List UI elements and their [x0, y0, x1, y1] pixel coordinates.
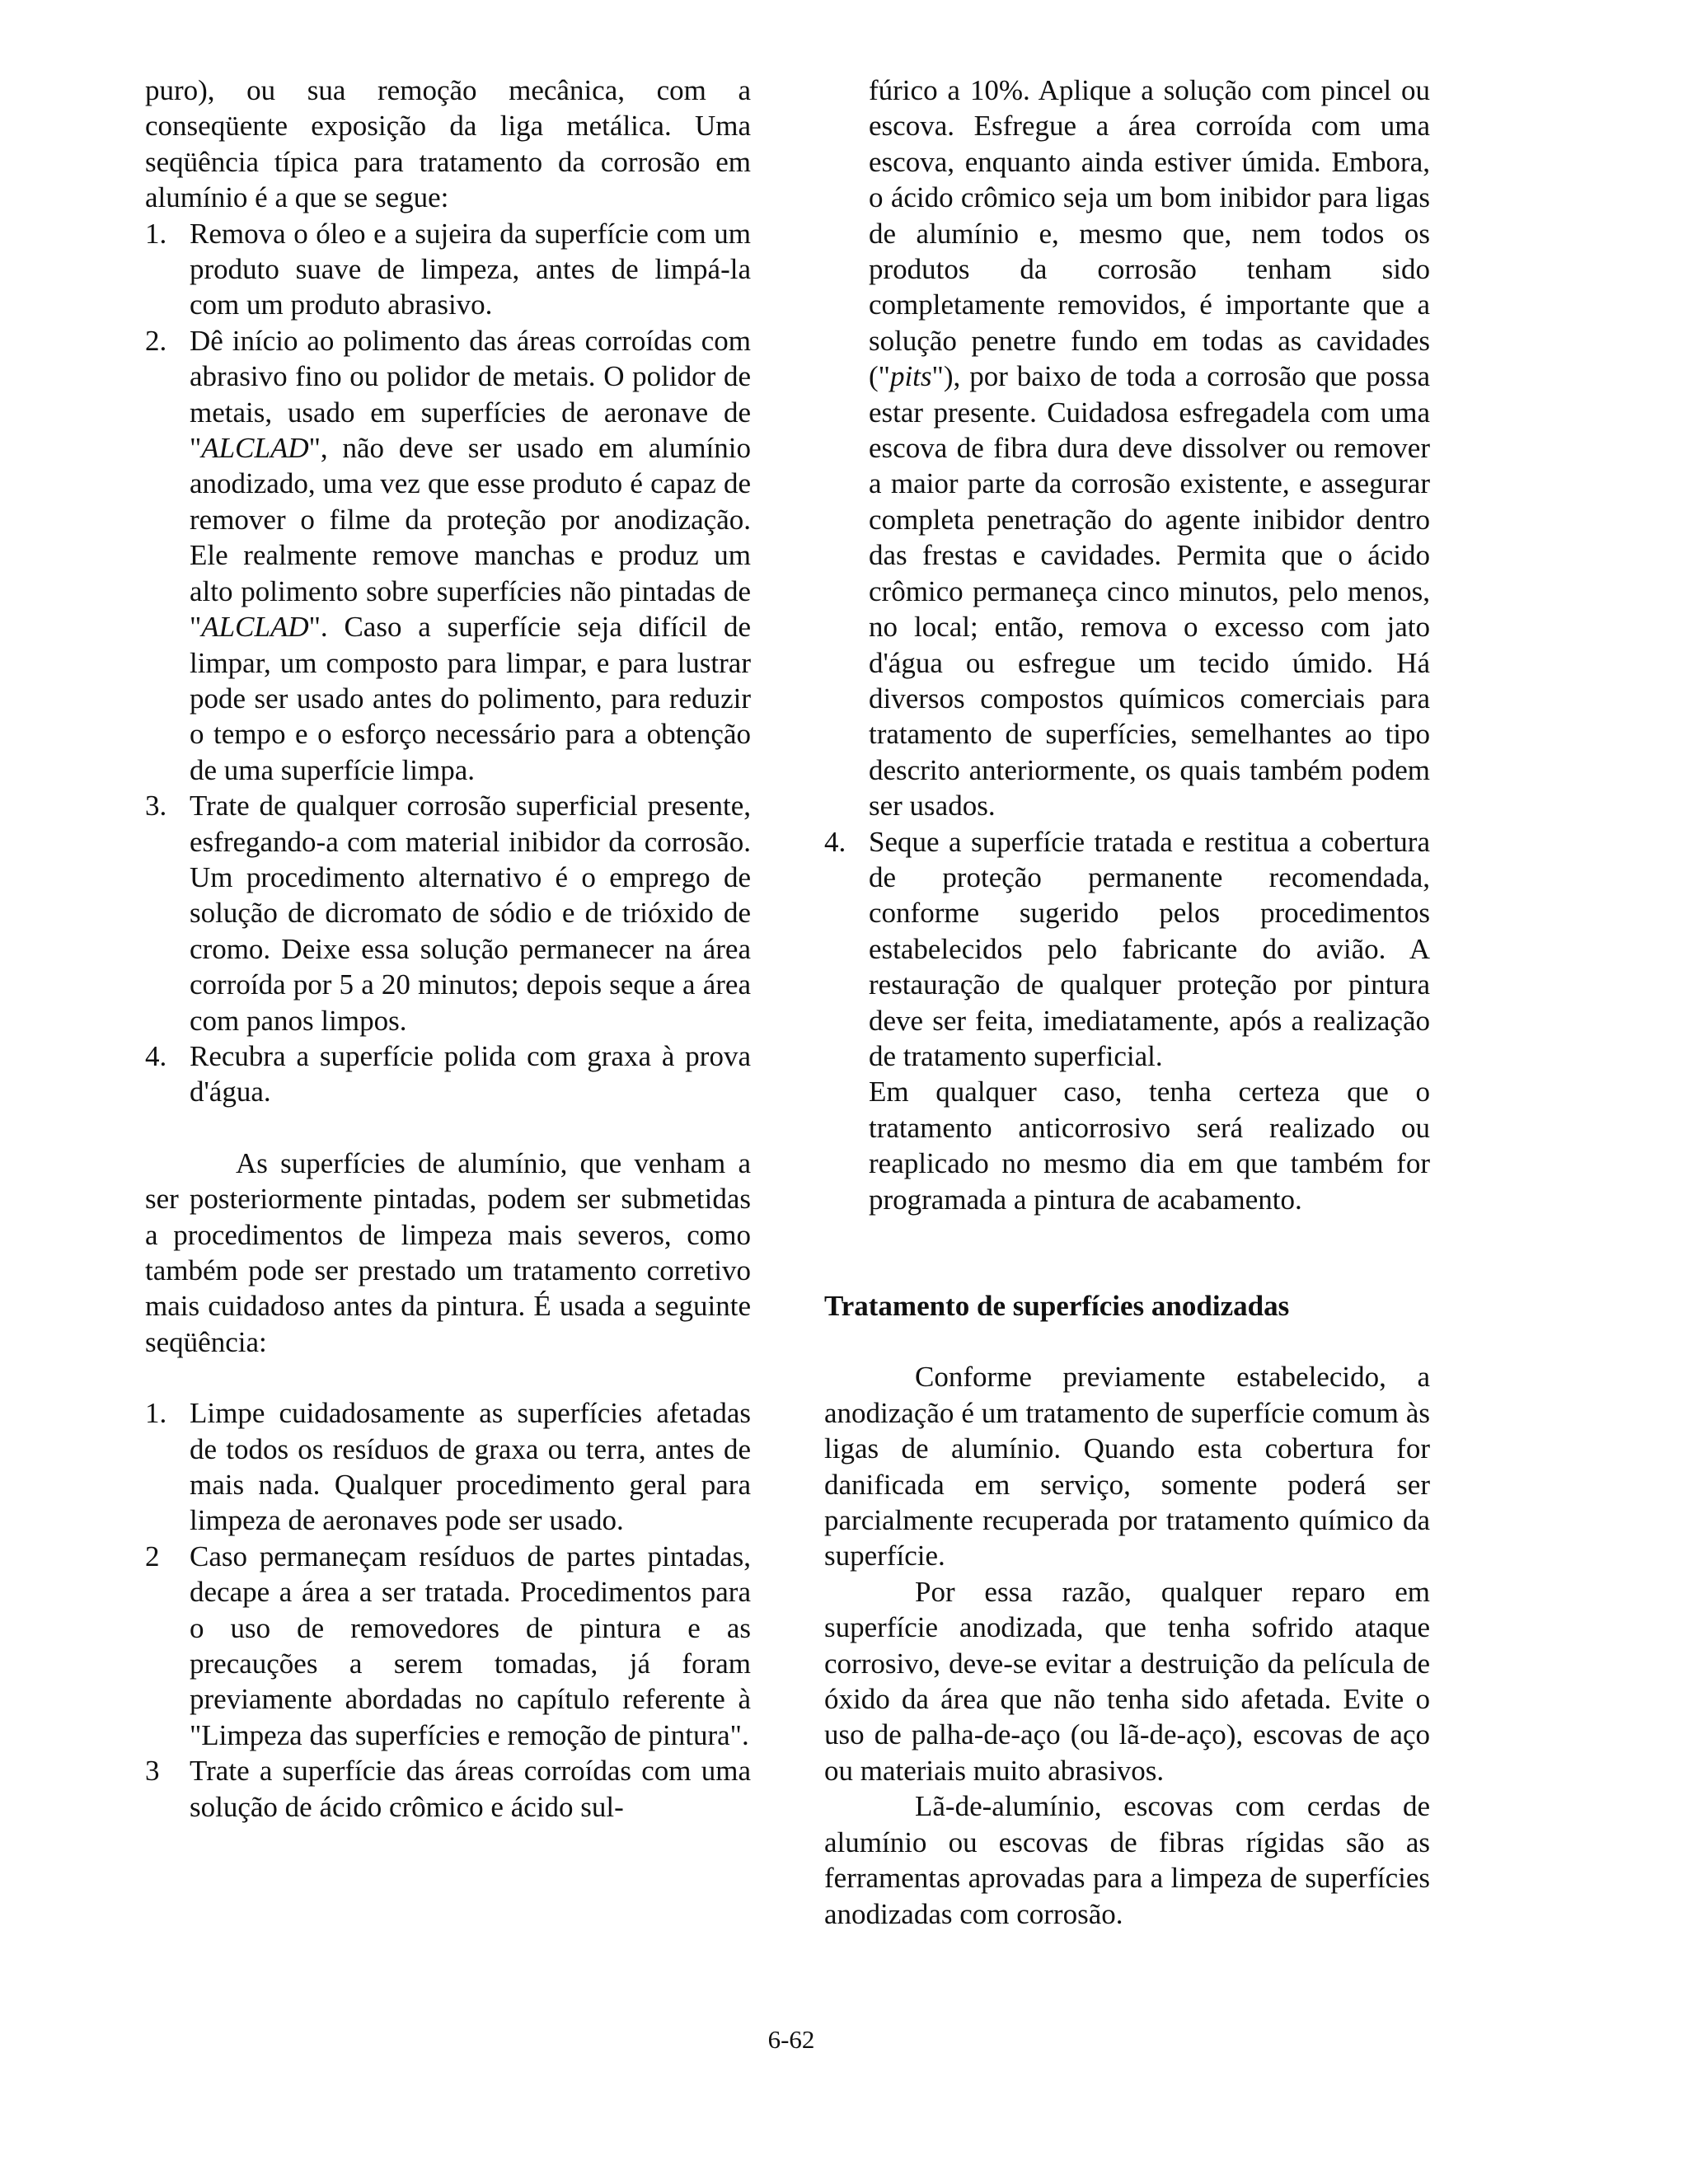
item-text: Caso permaneçam resíduos de partes pintadas, decape a área a ser tratada. Procedimentos para o uso de removedores de pintura e as precauções a serem tomadas, já foram previamente abordadas no capítulo referente à "Limpeza das superfícies e remoção de pintura".: [190, 1540, 751, 1751]
emphasis-term: ALCLAD: [201, 432, 309, 465]
item-number: 3: [145, 1755, 160, 1788]
body-paragraph: Por essa razão, qualquer reparo em superfície anodizada, que tenha sofrido ataque corrosivo, deve-se evitar a destruição da película de óxido da área que não tenha sido afetada. Evite o uso de palha-de-aço (ou lã-de-aço), escovas de aço ou materiais muito abrasivos.: [824, 1575, 1430, 1787]
item-text: Trate de qualquer corrosão superficial presente, esfregando-a com material inibidor da corrosão. Um procedimento alternativo é o emprego de solução de dicromato de sódio e de trióxido de cromo. Deixe essa solução permanecer na área corroída por 5 a 20 minutos; depois seque a área com panos limpos.: [190, 790, 751, 1037]
item-number: 1.: [145, 217, 167, 250]
continued-text: "), por baixo de toda a corrosão que possa estar presente. Cuidadosa esfregadela com uma escova de fibra dura deve dissolver ou remover a maior parte da corrosão existente, e assegurar completa penetração do agente inibidor dentro das frestas e cavidades. Permita que o ácido crômico permaneça cinco minutos, pelo menos, no local; então, remova o excesso com jato d'água ou esfregue um tecido úmido. Há diversos compostos químicos comerciais para tratamento de superfícies, semelhantes ao tipo descrito anteriormente, os quais também podem ser usados.: [869, 360, 1430, 823]
list-item: [145, 1539, 751, 1753]
list-item: [145, 216, 751, 323]
item-number: 3.: [145, 790, 167, 823]
item-number: 4.: [145, 1039, 167, 1072]
section-heading: Tratamento de superfícies anodizadas: [824, 1290, 1290, 1322]
body-paragraph: Lã-de-alumínio, escovas com cerdas de alumínio ou escovas de fibras rígidas são as ferramentas aprovadas para a limpeza de superfícies anodizadas com corrosão.: [824, 1790, 1430, 1930]
emphasis-term: ALCLAD: [201, 611, 309, 644]
item-text: Seque a superfície tratada e restitua a cobertura de proteção permanente recomendada, conforme sugerido pelos procedimentos estabelecidos pelo fabricante do avião. A restauração de qualquer proteção por pintura deve ser feita, imediatamente, após a realização de tratamento superficial.: [869, 825, 1430, 1072]
item-text: ", não deve ser usado em alumínio anodizado, uma vez que esse produto é capaz de remover o filme da proteção por anodização. Ele realmente remove manchas e produz um alto polimento sobre superfícies não pintadas de ": [190, 432, 751, 644]
item-number: 2.: [145, 324, 167, 357]
item-number: 1.: [145, 1397, 167, 1430]
item-text: Limpe cuidadosamente as superfícies afetadas de todos os resíduos de graxa ou terra, antes de mais nada. Qualquer procedimento geral para limpeza de aeronaves pode ser usado.: [190, 1397, 751, 1537]
body-paragraph: Conforme previamente estabelecido, a anodização é um tratamento de superfície comum às ligas de alumínio. Quando esta cobertura for danificada em serviço, somente poderá ser parcialmente recuperada por tratamento químico da superfície.: [824, 1361, 1430, 1572]
item-number: 2: [145, 1540, 160, 1572]
list-item: [145, 1395, 751, 1539]
item-note: Em qualquer caso, tenha certeza que o tratamento anticorrosivo será realizado ou reaplicado no mesmo dia em que também for programada a pintura de acabamento.: [869, 1076, 1430, 1216]
item-text: ". Caso a superfície seja difícil de limpar, um composto para limpar, e para lustrar pode ser usado antes do polimento, para reduzir o tempo e o esforço necessário para a obtenção de uma superfície limpa.: [190, 611, 751, 786]
item-number: 4.: [824, 825, 846, 858]
item-text: Remova o óleo e a sujeira da superfície com um produto suave de limpeza, antes de limpá-la com um produto abrasivo.: [190, 217, 751, 321]
corrosion-steps-list: [145, 216, 751, 1110]
list-item: [145, 323, 751, 788]
continued-text: fúrico a 10%. Aplique a solução com pincel ou escova. Esfregue a área corroída com uma escova, enquanto ainda estiver úmida. Embora, o ácido crômico seja um bom inibidor para ligas de alumínio e, mesmo que, nem todos os produtos da corrosão tenham sido completamente removidos, é importante que a solução penetre fundo em todas as cavidades (": [869, 74, 1430, 393]
item-text: Recubra a superfície polida com graxa à prova d'água.: [190, 1039, 751, 1108]
final-step-list: [824, 824, 1430, 1075]
page-number: 6-62: [767, 2025, 815, 2054]
list-item: [145, 1753, 751, 1825]
list-item: [145, 1038, 751, 1110]
intro-paragraph: puro), ou sua remoção mecânica, com a conseqüente exposição da liga metálica. Uma seqüência típica para tratamento da corrosão em alumínio é a que se segue:: [145, 74, 751, 214]
continued-list-text: [824, 73, 1430, 824]
painting-steps-list: [145, 1395, 751, 1825]
emphasis-term: pits: [889, 360, 932, 393]
item-text: Dê início ao polimento das áreas corroídas com abrasivo fino ou polidor de metais. O polidor de metais, usado em superfícies de aeronave de ": [190, 324, 751, 465]
body-paragraph: As superfícies de alumínio, que venham a ser posteriormente pintadas, podem ser submetidas a procedimentos de limpeza mais severos, como também pode ser prestado um tratamento corretivo mais cuidadoso antes da pintura. É usada a seguinte seqüência:: [145, 1146, 751, 1358]
left-column: [145, 73, 751, 1825]
right-column: [824, 73, 1430, 1932]
list-item: [824, 824, 1430, 1075]
list-item: [145, 788, 751, 1038]
item-text: Trate a superfície das áreas corroídas com uma solução de ácido crômico e ácido sul-: [190, 1755, 751, 1823]
